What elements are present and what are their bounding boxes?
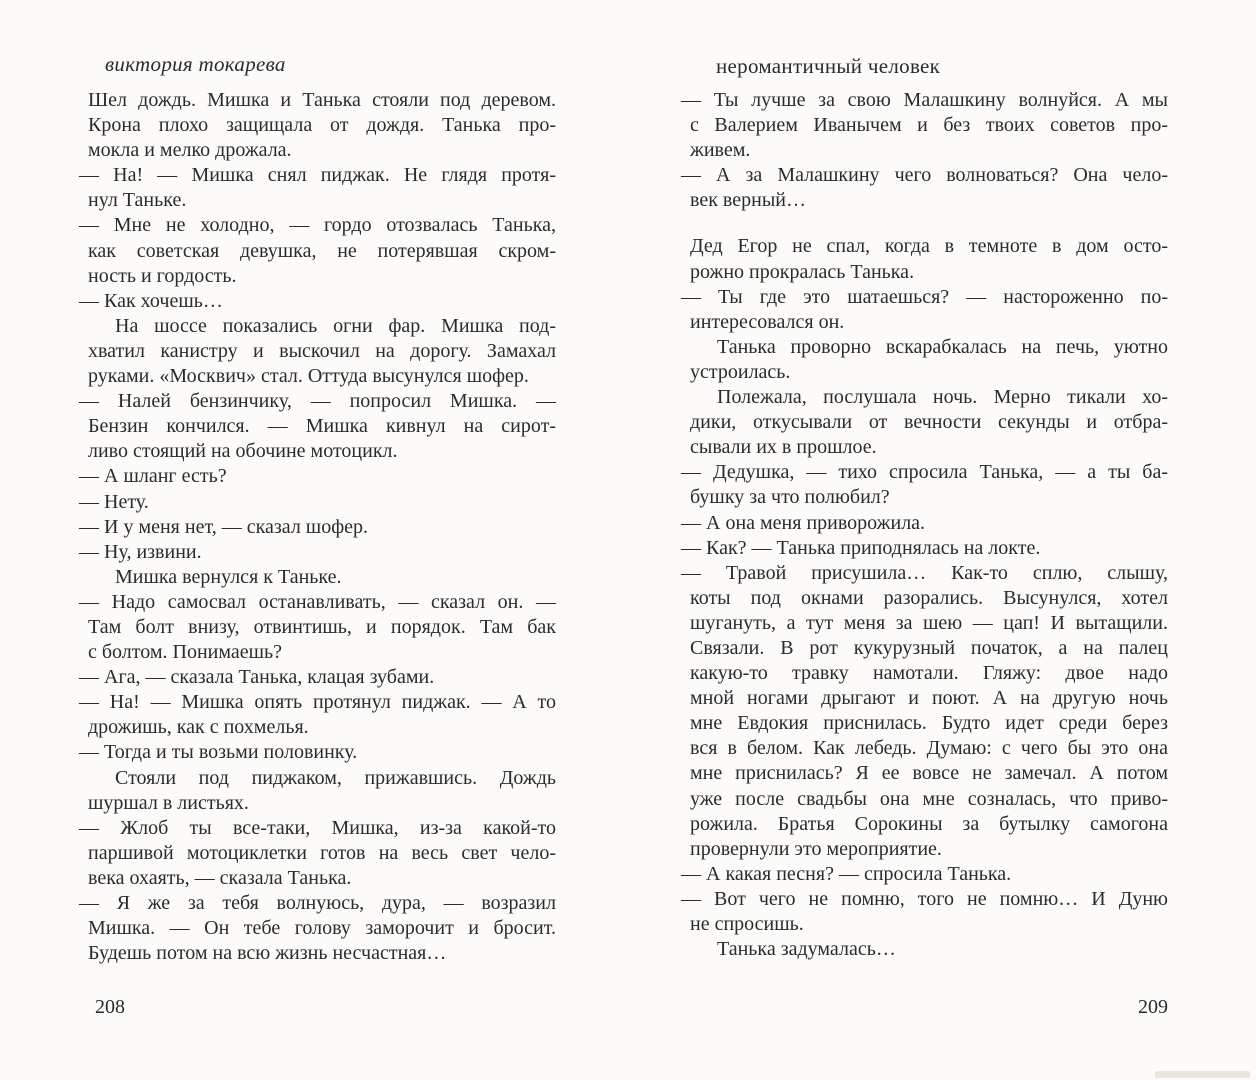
text-line: вся в белом. Как лебедь. Думаю: с чего бы это она xyxy=(690,737,1168,760)
text-line: — Нету. xyxy=(79,490,149,513)
paragraph xyxy=(681,285,1168,335)
text-line: — Ты где это шатаешься? — настороженно по- xyxy=(681,285,1168,308)
text-line: — Тогда и ты возьми половинку. xyxy=(79,741,358,764)
paragraph xyxy=(681,163,1168,213)
text-line: — А шланг есть? xyxy=(79,465,227,488)
text-line: сывали их в прошлое. xyxy=(690,436,877,459)
text-line: века охаять, — сказала Танька. xyxy=(88,866,352,889)
text-line: с Валерием Иванычем и без твоих советов про- xyxy=(690,114,1168,137)
paragraph xyxy=(79,213,556,288)
text-line: — На! — Мишка снял пиджак. Не глядя протя- xyxy=(79,164,556,187)
paragraph xyxy=(88,766,556,816)
text-line: коты под окнами разорались. Высунулся, хотел xyxy=(690,586,1168,609)
paragraph xyxy=(88,88,556,163)
text-line: Мишка вернулся к Таньке. xyxy=(115,565,342,588)
text-line: дрожишь, как с похмелья. xyxy=(88,716,309,739)
text-line: — Я же за тебя волнуюсь, дура, — возразил xyxy=(79,892,556,914)
text-line: Шел дождь. Мишка и Танька стояли под деревом. xyxy=(88,89,556,111)
paragraph xyxy=(79,816,556,891)
paragraph xyxy=(79,665,556,690)
text-line: Танька проворно вскарабкалась на печь, уютно xyxy=(717,335,1168,358)
text-line: интересовался он. xyxy=(690,310,845,333)
running-head-author: виктория токарева xyxy=(105,52,286,76)
text-line: — Дедушка, — тихо спросила Танька, — а ты ба- xyxy=(681,461,1168,484)
paragraph xyxy=(79,891,556,966)
text-line: — Надо самосвал останавливать, — сказал он. — xyxy=(79,590,556,613)
text-line: Связали. В рот кукурузный початок, а на палец xyxy=(690,636,1168,659)
text-line: живем. xyxy=(690,139,751,162)
text-line: рожно прокралась Танька. xyxy=(690,260,915,283)
text-line: дики, откусывали от вечности секунды и отбра- xyxy=(690,411,1168,434)
paragraph xyxy=(79,540,556,565)
text-line: век верный… xyxy=(690,189,806,212)
paragraph xyxy=(79,515,556,540)
paragraph xyxy=(79,289,556,314)
text-line: — Травой присушила… Как-то сплю, слышу, xyxy=(681,561,1168,584)
paragraph xyxy=(681,511,1168,536)
paragraph xyxy=(79,590,556,665)
text-line: шугануть, а тут меня за шею — цап! И вытащили. xyxy=(690,611,1168,634)
text-line: — Налей бензинчику, — попросил Мишка. — xyxy=(79,390,556,413)
text-line: Там болт внизу, отвинтишь, и порядок. Там бак xyxy=(88,615,556,638)
text-line: Дед Егор не спал, когда в темноте в дом осто- xyxy=(690,235,1168,258)
text-line: как советская девушка, не потерявшая скром- xyxy=(88,239,556,262)
paragraph xyxy=(79,490,556,515)
text-line: — И у меня нет, — сказал шофер. xyxy=(79,515,369,538)
text-line: ливо стоящий на обочине мотоцикл. xyxy=(88,440,398,463)
text-line: мне Евдокия приснилась. Будто идет среди берез xyxy=(690,712,1168,735)
paragraph xyxy=(79,163,556,213)
page-number-left: 208 xyxy=(95,996,125,1018)
page-number-right: 209 xyxy=(1138,996,1168,1018)
text-line: шуршал в листьях. xyxy=(88,791,249,814)
text-line: — Как хочешь… xyxy=(79,289,223,312)
paragraph xyxy=(79,464,556,489)
text-line: ность и гордость. xyxy=(88,264,237,287)
text-line: — Ты лучше за свою Малашкину волнуйся. А мы xyxy=(681,89,1168,111)
text-line: — А за Малашкину чего волноваться? Она чело- xyxy=(681,164,1168,187)
text-line: уже после свадьбы она мне созналась, что приво- xyxy=(690,787,1168,810)
text-line: провернули это мероприятие. xyxy=(690,837,942,860)
paragraph xyxy=(79,389,556,464)
text-line: — Вот чего не помню, того не помню… И Дуню xyxy=(681,887,1168,910)
text-line: — Ага, — сказала Танька, клацая зубами. xyxy=(79,666,435,689)
text-line: паршивой мотоциклетки готов на весь свет чело- xyxy=(88,841,556,864)
paragraph xyxy=(79,740,556,765)
text-line: — А какая песня? — спросила Танька. xyxy=(681,862,1012,885)
text-line: — Мне не холодно, — гордо отозвалась Танька, xyxy=(79,214,556,237)
text-line: Будешь потом на всю жизнь несчастная… xyxy=(88,942,447,965)
paragraph xyxy=(690,234,1168,284)
text-line: Стояли под пиджаком, прижавшись. Дождь xyxy=(115,766,556,789)
text-line: Танька задумалась… xyxy=(717,938,896,961)
paragraph xyxy=(681,88,1168,163)
text-line: рожила. Братья Сорокины за бутылку самогона xyxy=(690,812,1168,835)
text-line: нул Таньке. xyxy=(88,189,187,212)
text-line: На шоссе показались огни фар. Мишка под- xyxy=(115,314,556,337)
paragraph xyxy=(681,887,1168,937)
paragraph xyxy=(681,561,1168,862)
text-line: с болтом. Понимаешь? xyxy=(88,641,283,664)
text-line: мной ногами дрыгают и поют. А на другую ночь xyxy=(690,687,1168,710)
paragraph xyxy=(690,385,1168,460)
paragraph xyxy=(681,536,1168,561)
text-line: — На! — Мишка опять протянул пиджак. — А то xyxy=(79,691,556,714)
running-head-story-title: неромантичный человек xyxy=(716,54,941,78)
text-line: не спросишь. xyxy=(690,913,804,935)
paragraph xyxy=(690,937,1168,962)
text-line: какую-то травку намотали. Гляжу: двое надо xyxy=(690,662,1168,685)
text-line: мокла и мелко дрожала. xyxy=(88,139,292,162)
text-line: — Ну, извини. xyxy=(79,540,202,563)
text-line: Полежала, послушала ночь. Мерно тикали хо- xyxy=(717,386,1168,409)
text-line: — Как? — Танька приподнялась на локте. xyxy=(681,536,1041,559)
text-line: Мишка. — Он тебе голову заморочит и бросит. xyxy=(88,917,556,940)
text-line: мне приснилась? Я ее вовсе не замечал. А потом xyxy=(690,762,1168,785)
paragraph xyxy=(88,565,556,590)
scan-edge-smudge xyxy=(1155,1071,1250,1078)
paragraph xyxy=(681,862,1168,887)
paragraph xyxy=(88,314,556,389)
text-line: — Жлоб ты все-таки, Мишка, из-за какой-то xyxy=(79,816,556,839)
text-line: Бензин кончился. — Мишка кивнул на сирот- xyxy=(88,415,556,438)
page-right-text-block xyxy=(681,88,1168,962)
text-line: бушку за что полюбил? xyxy=(690,486,890,509)
text-line: руками. «Москвич» стал. Оттуда высунулся шофер. xyxy=(88,365,529,388)
text-line: устроилась. xyxy=(690,360,791,383)
paragraph xyxy=(690,335,1168,385)
paragraph xyxy=(681,460,1168,510)
text-line: Крона плохо защищала от дождя. Танька про- xyxy=(88,114,556,137)
paragraph xyxy=(79,690,556,740)
text-line: хватил канистру и выскочил на дорогу. Замахал xyxy=(88,339,556,362)
text-line: — А она меня приворожила. xyxy=(681,511,926,534)
page-left-text-block xyxy=(79,88,556,966)
